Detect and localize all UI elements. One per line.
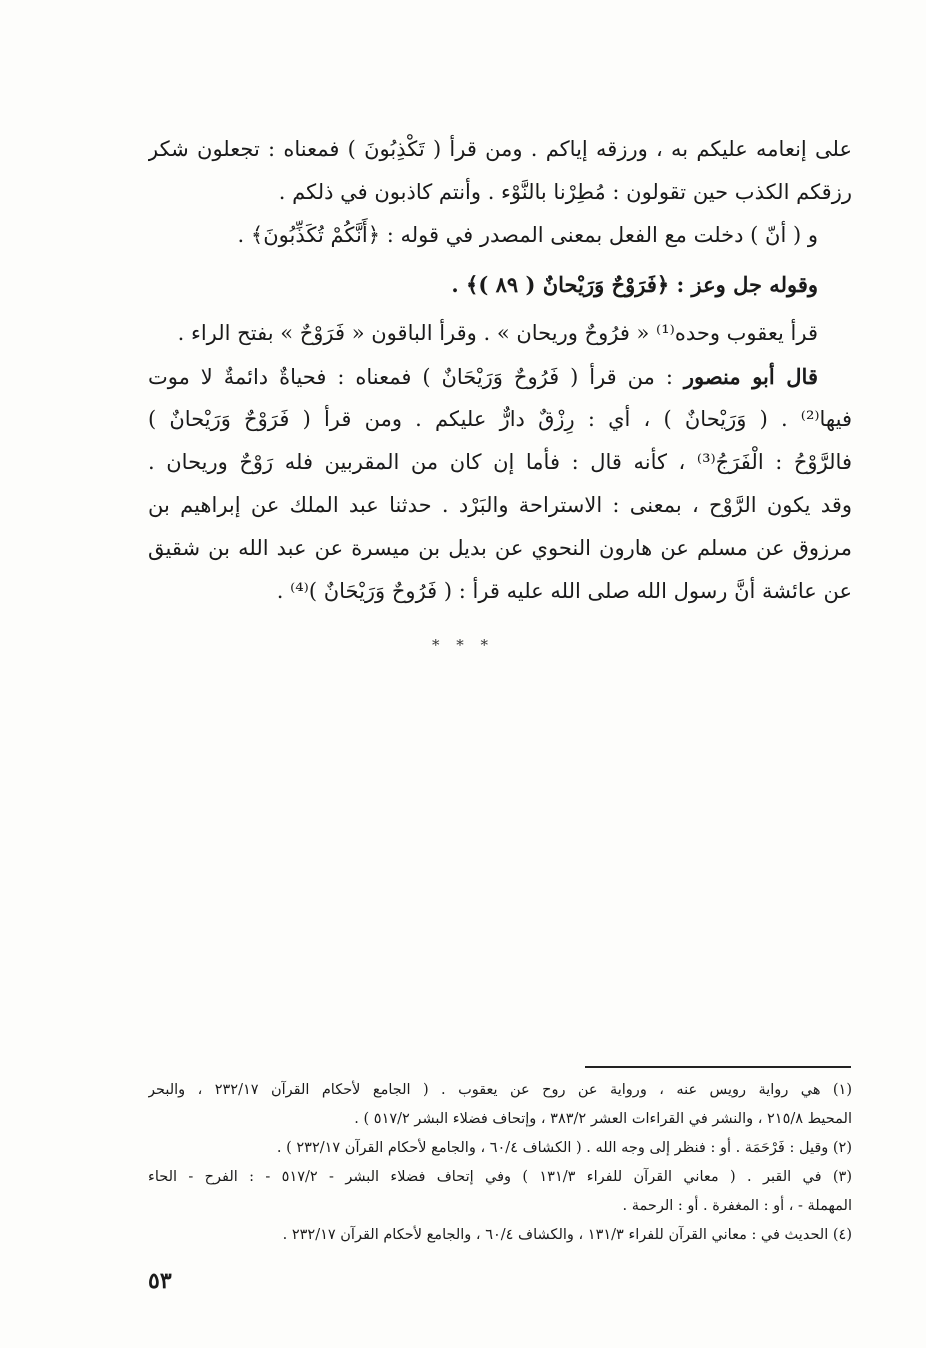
- main-text: [148, 128, 852, 613]
- text-line-rest: : من قرأ ( فَرُوحٌ وَرَيْحَانٌ ) فمعناه : فحياةٌ دائمةٌ لا موت: [148, 365, 684, 389]
- footnote-line: (٢) وقيل : فَرْحَمَة . أو : فنظر إلى وجه الله . ( الكشاف ٦٠/٤ ، والجامع لأحكام القرآن ٢٣٢/١٧ ) .: [276, 1140, 852, 1156]
- verse-heading: وقوله جل وعز : ﴿فَرَوْحٌ وَرَيْحانٌ ( ٨٩ )﴾ .: [451, 272, 818, 297]
- footnote-line: المهملة - ، أو : المغفرة . أو : الرحمة .: [622, 1198, 852, 1214]
- text-line: عن عائشة أنَّ رسول الله صلى الله عليه قرأ : ( فَرُوحٌ وَرَيْحَانٌ )⁽⁴⁾ .: [276, 579, 852, 603]
- footnotes: [148, 1076, 852, 1250]
- text-line: [148, 355, 852, 398]
- footnote-divider: [585, 1066, 851, 1068]
- text-line: فالرَّوْحُ : الْفَرَجُ⁽³⁾ ، كأنه قال : فأما إن كان من المقربين فله رَوْحٌ وريحان .: [148, 450, 852, 474]
- text-line: مرزوق عن مسلم عن هارون النحوي عن بديل بن ميسرة عن عبد الله بن شقيق: [148, 536, 852, 560]
- footnote-line: (٤) الحديث في : معاني القرآن للفراء ١٣١/٣ ، والكشاف ٦٠/٤ ، والجامع لأحكام القرآن ٢٣٢/١٧ .: [282, 1227, 852, 1243]
- section-separator: * * *: [431, 636, 495, 654]
- text-line: رزقكم الكذب حين تقولون : مُطِرْنا بالنَّوْء . وأنتم كاذبون في ذلكم .: [278, 180, 852, 204]
- footnote-line: (٣) في القبر . ( معاني القرآن للفراء ١٣١/٣ ) وفي إتحاف فضلاء البشر - ٥١٧/٢ - : الفرح - الحاء: [148, 1169, 852, 1185]
- text-line: وقد يكون الرَّوْح ، بمعنى : الاستراحة والبَرْد . حدثنا عبد الملك عن إبراهيم بن: [148, 493, 852, 517]
- author-lead: قال أبو منصور: [683, 364, 818, 389]
- page-number: ٥٣: [148, 1268, 172, 1294]
- text-line: فيها⁽²⁾ . ( وَرَيْحانٌ ) ، أي : رِزْقٌ دارٌّ عليكم . ومن قرأ ( فَرَوْحٌ وَرَيْحانٌ ): [148, 407, 852, 431]
- footnote-line: (١) هي رواية رويس عنه ، ورواية عن روح عن يعقوب . ( الجامع لأحكام القرآن ٢٣٢/١٧ ، والبحر: [148, 1082, 852, 1098]
- footnote-line: المحيط ٢١٥/٨ ، والنشر في القراءات العشر ٣٨٣/٢ ، وإتحاف فضلاء البشر ٥١٧/٢ ) .: [354, 1111, 852, 1127]
- text-line: قرأ يعقوب وحده⁽¹⁾ « فرُوحٌ وريحان » . وقرأ الباقون « فَرَوْحٌ » بفتح الراء .: [177, 321, 818, 345]
- text-line: و ( أنّ ) دخلت مع الفعل بمعنى المصدر في قوله : ﴿أَنَّكُمْ تُكَذِّبُونَ﴾ .: [237, 223, 818, 247]
- text-line: على إنعامه عليكم به ، ورزقه إياكم . ومن قرأ ( تَكْذِبُونَ ) فمعناه : تجعلون شكر: [148, 137, 852, 161]
